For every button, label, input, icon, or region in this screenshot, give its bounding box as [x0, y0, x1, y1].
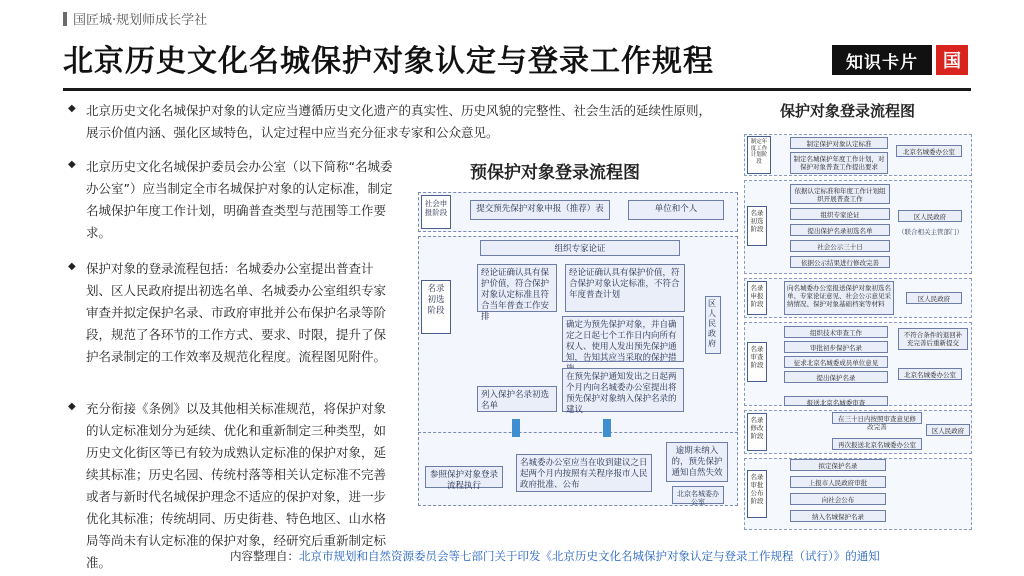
- knowledge-card-badge: 知识卡片: [832, 45, 932, 75]
- office-box: 名城委办公室应当在收到建议之日起两个月内按照有关程序报市人民政府批准、公布: [516, 454, 652, 492]
- s2g: （联合相关主管部门）: [898, 228, 963, 236]
- bullet-text: 充分衔接《条例》以及其他相关标准规范，将保护对象的认定标准划分为延续、优化和重新制定三种类型，如历史文化街区等已有较为成熟认定标准的保护对象，延续其标准；历史名园、传统村落等相关认定标准不完善或者与新时代名城保护理念不适应的保护对象，进一步优化其标准；传统胡同、历史街巷、特色地区、山水格局等尚未有认定标准的保护对象，经研究后重新制定标准。: [86, 401, 387, 570]
- stage-review: 名录审查阶段: [747, 342, 767, 382]
- expert-box: 组织专家论证: [480, 240, 680, 256]
- s1c: 北京名城委办公室: [896, 145, 962, 157]
- stage-revise: 名录修改阶段: [747, 413, 767, 451]
- box-a: 经论证确认具有保护价值，符合保护对象认定标准且符合当年普查工作安排: [477, 264, 557, 312]
- s6d: 纳入名城保护名录: [790, 510, 886, 522]
- s2b: 组织专家论证: [790, 208, 890, 220]
- page-title: 北京历史文化名城保护对象认定与登录工作规程: [63, 44, 714, 79]
- s3a: 向名城委办公室报送保护对象初选名单、专家论证意见、社会公示意见采纳情况、保护对象基础档案等材料: [784, 281, 894, 315]
- s1a: 制定保护对象认定标准: [790, 137, 888, 149]
- source-note: [230, 548, 880, 564]
- office-name-box: 北京名城委办公室: [672, 486, 724, 504]
- s4c: 征求北京名城委成员单位意见: [784, 356, 888, 368]
- title-underline: [63, 88, 971, 91]
- stage-plan: 制定年度工作计划阶段: [747, 136, 771, 174]
- brand-name: 国匠城·规划师成长学社: [73, 13, 208, 28]
- stage-apply: 社会申报阶段: [421, 195, 451, 229]
- bullet-text: 保护对象的登录流程包括：名城委办公室提出普查计划、区人民政府提出初选名单、名城委办公室组织专家审查并拟定保护名录、市政府审批并公布保护名录等阶段，规范了各环节的工作方式、要求、时限，提升了保护名录制定的工作效率及规范化程度。流程图见附件。: [86, 261, 387, 364]
- s2a: 依据认定标准和年度工作计划组织开展普查工作: [790, 184, 890, 204]
- bullet-item: [68, 100, 718, 144]
- stage-publish: 名录审批公布阶段: [747, 470, 767, 518]
- diamond-bullet-icon: ◆: [68, 159, 76, 170]
- s4b: 审批初步保护名录: [784, 341, 888, 353]
- brand-bar: [63, 12, 67, 26]
- s2c: 提出保护名录初选名单: [790, 224, 890, 236]
- s4f: 不符合条件的退回补充完善后重新提交: [898, 328, 968, 350]
- stage-select: 名录初选阶段: [421, 280, 451, 334]
- protection-flowchart-title: 保护对象登录流程图: [780, 102, 916, 120]
- stage-select-2: 名录初选阶段: [747, 206, 767, 246]
- bullet-item: [68, 156, 398, 244]
- district-gov-box: 区人民政府: [705, 296, 721, 354]
- s6b: 上报市人民政府审批: [790, 476, 886, 488]
- logo-icon: 国: [936, 45, 968, 75]
- flow-arrow: [512, 419, 520, 437]
- unit-person-box: 单位和个人: [628, 200, 724, 220]
- s4e: 北京名城委办公室: [898, 368, 962, 380]
- reference-box: 参照保护对象登录流程执行: [425, 466, 503, 488]
- apply-box: 提交预先保护对象申报（推荐）表: [470, 200, 610, 220]
- s5a: 在三十日内按照审查意见修改完善: [832, 412, 922, 424]
- s5c: 再次报送北京名城委办公室: [832, 438, 922, 450]
- box-e: 列入保护名录初选名单: [477, 386, 557, 412]
- s6c: 向社会公布: [790, 493, 886, 505]
- s6a: 拟定保护名录: [790, 459, 886, 471]
- bullet-item: [68, 258, 398, 368]
- diamond-bullet-icon: ◆: [68, 261, 76, 272]
- flow-arrow: [603, 419, 611, 437]
- source-link[interactable]: 北京市规划和自然资源委员会等七部门关于印发《北京历史文化名城保护对象认定与登录工作规程（试行）》的通知: [299, 549, 880, 563]
- bullet-text: 北京历史文化名城保护对象的认定应当遵循历史文化遗产的真实性、历史风貌的完整性、社会生活的延续性原则，展示价值内涵、强化区域特色，认定过程中应当充分征求专家和公众意见。: [86, 103, 712, 140]
- s4d: 提出保护名录: [784, 371, 888, 383]
- s4a: 组织技术审查工作: [784, 326, 888, 338]
- overdue-box: 逾期未纳入的，预先保护通知自然失效: [666, 442, 728, 482]
- box-c: 确定为预先保护对象，并自确定之日起七个工作日内向所有权人、使用人发出预先保护通知，告知其应当采取的保护措: [562, 316, 684, 362]
- s2d: 社会公示三十日: [790, 240, 890, 252]
- s5d: 报送北京名城委审查: [784, 396, 888, 406]
- box-d: 在预先保护通知发出之日起两个月内向名城委办公室提出将预先保护对象纳入保护名录的建议: [562, 368, 684, 412]
- s2f: 区人民政府: [898, 210, 962, 222]
- source-label: 内容整理自：: [230, 549, 299, 563]
- bullet-text: 北京历史文化名城保护委员会办公室（以下简称“名城委办公室”）应当制定全市名城保护对象的认定标准，制定名城保护年度工作计划，明确普查类型与范围等工作要求。: [86, 159, 393, 240]
- diamond-bullet-icon: ◆: [68, 103, 76, 114]
- pre-protection-flowchart-title: 预保护对象登录流程图: [470, 163, 640, 183]
- brand-header: [63, 9, 207, 28]
- s1b: 制定名城保护年度工作计划，对保护对象普查工作提出要求: [790, 152, 888, 174]
- box-b: 经论证确认具有保护价值，符合保护对象认定标准，不符合年度普查计划: [565, 264, 685, 312]
- diamond-bullet-icon: ◆: [68, 401, 76, 412]
- s5b: 区人民政府: [926, 424, 970, 436]
- s3b: 区人民政府: [906, 292, 962, 304]
- s2e: 依据公示结果进行修改完善: [790, 256, 890, 268]
- stage-report: 名录申报阶段: [747, 281, 767, 315]
